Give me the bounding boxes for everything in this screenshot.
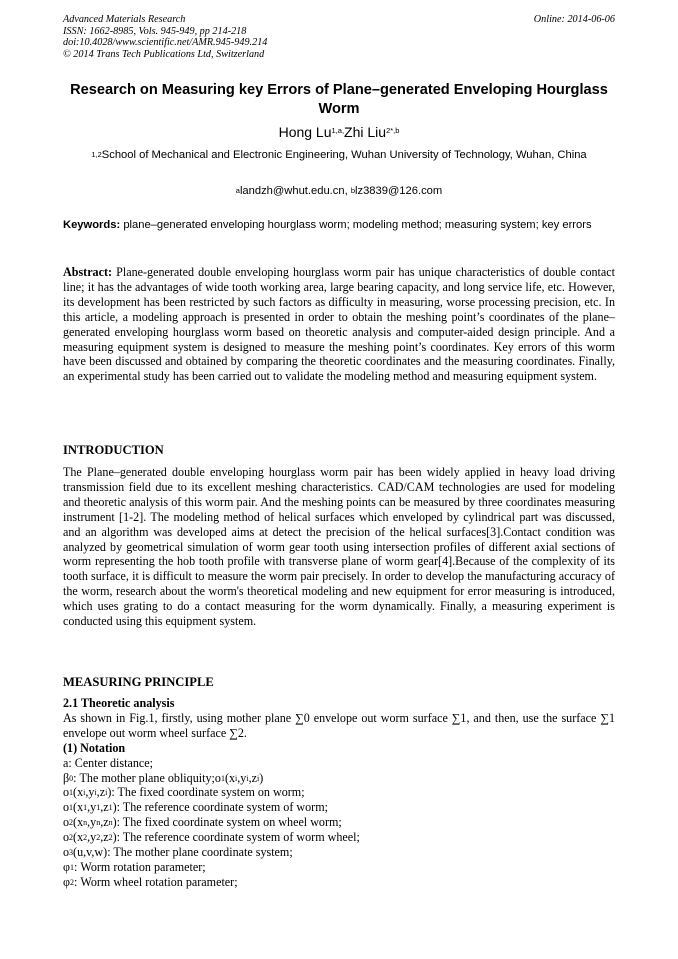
author-superscript: 2*,b — [386, 126, 400, 135]
abstract-label: Abstract: — [63, 265, 113, 279]
principle-heading: MEASURING PRINCIPLE — [63, 675, 214, 689]
keywords-label: Keywords: — [63, 219, 121, 231]
email-superscript: b — [350, 186, 355, 195]
notation-phi2: $\varphi_2$: Worm wheel rotation parameter; — [63, 874, 238, 889]
affiliation — [63, 148, 615, 163]
email-address: lz3839@126.com — [354, 185, 443, 197]
notation-beta: $\beta_0$: The mother plane $obliquity;o_1(x_i,y_i,z_i)$ — [63, 770, 264, 785]
doi-line: doi:10.4028/www.scientific.net/AMR.945-949.214 — [63, 37, 268, 49]
abstract-text: Plane-generated double enveloping hourglass worm pair has unique characteristics of double contact line; it has the advantages of wide tooth working area, large bearing capacity, and long service life, etc. However, its development has been restricted by such factors as difficulty in measuring, worse processing precision, etc. In this article, a modeling approach is presented in order to obtain the meshing point’s coordinates of the plane–generated enveloping hourglass worm based on theoretic analysis and computer-aided design principle. And a measuring equipment system is designed to measure the meshing point’s coordinates. Key errors of this worm have been discussed and obtained by comparing the theoretic coordinates and the measuring coordinates. Finally, an experimental study has been carried out to validate the modeling method and measuring equipment system. — [63, 265, 615, 384]
email-line — [63, 184, 615, 199]
notation-phi1: $\varphi_1$: Worm rotation parameter; — [63, 859, 206, 874]
notation-center-distance: a: Center distance; — [63, 755, 153, 770]
principle-body — [63, 696, 615, 890]
copyright-line: © 2014 Trans Tech Publications Ltd, Switzerland — [63, 48, 265, 60]
affiliation-superscript: 1,2 — [91, 150, 102, 159]
notation-fixed-wheel: $o_2(x_n,y_n,z_n)$: The fixed coordinate system on wheel worm; — [63, 815, 342, 830]
author-line — [63, 123, 615, 141]
principle-paragraph: As shown in Fig.1, firstly, using mother plane ∑0 envelope out worm surface ∑1, and then, use the surface ∑1 envelope out worm wheel surface ∑2. — [63, 710, 615, 740]
notation-reference-worm: $o_1(x_1,y_1,z_1)$: The reference coordinate system of worm; — [63, 800, 328, 815]
email-address: landzh@whut.edu.cn, — [239, 185, 348, 197]
issn-line: ISSN: 1662-8985, Vols. 945-949, pp 214-218 — [63, 25, 247, 37]
subsection-heading: 2.1 Theoretic analysis — [63, 696, 175, 710]
notation-reference-wheel: $o_2(x_2,y_2,z_2)$: The reference coordinate system of worm wheel; — [63, 830, 360, 845]
author-name: Zhi Liu — [344, 124, 387, 140]
journal-name: Advanced Materials Research — [63, 14, 186, 25]
abstract — [63, 265, 615, 384]
author-superscript: 1,a, — [331, 126, 345, 135]
author-name: Hong Lu — [278, 124, 332, 140]
introduction-heading: INTRODUCTION — [63, 443, 164, 457]
notation-mother-plane: $o_3(u,v,w)$: The mother plane coordinate system; — [63, 845, 293, 860]
introduction-body: The Plane–generated double enveloping hourglass worm pair has been widely applied in heavy load driving transmission field due to its excellent meshing characteristics. CAD/CAM technologies are used for modeling and theoretic analysis of this worm pair. And the meshing points can be measured by three coordinates measuring instrument [1-2]. The modeling method of helical surfaces which enveloped by cylindrical part was discussed, and an algorithm was developed aims at detect the precision of the helical surfaces[3].Contact condition was analyzed by geometrical simulation of worm gear tooth using intersection profiles of different axial sections of worm representing the hob tooth profile with transverse plane of worm gear[4].Because of the complexity of its tooth surface, it is difficult to measure the worm pair precisely. In order to develop the manufacturing accuracy of the worm, research about the worm's theoretical modeling and new equipment for error measuring is introduced, which uses grating to do a contact measuring for the worm dynamically. Finally, a measuring experiment is conducted using this equipment system. — [63, 465, 615, 629]
notation-heading: (1) Notation — [63, 740, 126, 755]
keywords-text: plane–generated enveloping hourglass worm; modeling method; measuring system; key errors — [123, 219, 592, 231]
online-date: Online: 2014-06-06 — [533, 14, 615, 25]
notation-fixed-worm: $o_1(x_i,y_i,z_i)$: The fixed coordinate system on worm; — [63, 785, 305, 800]
email-superscript: a — [235, 186, 240, 195]
paper-title: Research on Measuring key Errors of Plane–generated Enveloping Hourglass Worm — [70, 82, 608, 117]
affiliation-text: School of Mechanical and Electronic Engineering, Wuhan University of Technology, Wuhan, China — [101, 149, 587, 161]
journal-header — [63, 14, 615, 60]
keywords — [63, 218, 615, 233]
